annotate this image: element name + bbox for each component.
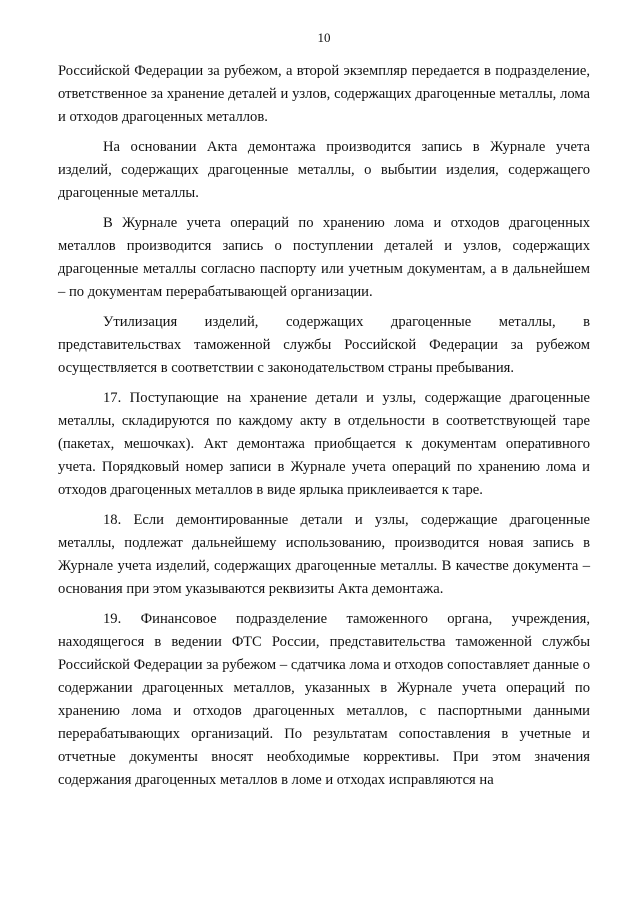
paragraph-item-19: 19. Финансовое подразделение таможенного органа, учреждения, находящегося в ведении ФТС России, представительства таможенной службы Российской Федерации за рубежом – сдатчика лома и отходов сопоставляет данные о содержании драгоценных металлов, указанных в Журнале учета операций по хранению лома и отходов драгоценных металлов, с паспортными данными перерабатывающих организаций. По результатам сопоставления в учетные и отчетные документы вносят необходимые коррективы. При этом значения содержания драгоценных металлов в ломе и отходах исправляются на: [58, 611, 590, 788]
paragraph-item-17: 17. Поступающие на хранение детали и узлы, содержащие драгоценные металлы, складируются по каждому акту в отдельности в соответствующей таре (пакетах, мешочках). Акт демонтажа приобщается к документам оперативного учета. Порядковый номер записи в Журнале учета операций по хранению лома и отходов драгоценных металлов в виде ярлыка приклеивается к таре.: [58, 390, 590, 498]
paragraph-scrap-journal: В Журнале учета операций по хранению лома и отходов драгоценных металлов производится запись о поступлении деталей и узлов, содержащих драгоценные металлы согласно паспорту или учетным документам, а в дальнейшем – по документам перерабатывающей организации.: [58, 215, 590, 300]
page-number: 10: [317, 30, 331, 45]
paragraph-disposal-abroad: Утилизация изделий, содержащих драгоценные металлы, в представительствах таможенной службы Российской Федерации за рубежом осуществляется в соответствии с законодательством страны пребывания.: [58, 314, 590, 376]
paragraph-item-18: 18. Если демонтированные детали и узлы, содержащие драгоценные металлы, подлежат дальнейшему использованию, производится новая запись в Журнале учета изделий, содержащих драгоценные металлы. В качестве документа – основания при этом указываются реквизиты Акта демонтажа.: [58, 512, 590, 597]
document-page: [58, 30, 590, 799]
paragraph-dismantling-record: На основании Акта демонтажа производится запись в Журнале учета изделий, содержащих драгоценные металлы, о выбытии изделия, содержащего драгоценные металлы.: [58, 139, 590, 201]
paragraph-continuation: Российской Федерации за рубежом, а второй экземпляр передается в подразделение, ответственное за хранение деталей и узлов, содержащих драгоценные металлы, лома и отходов драгоценных металлов.: [58, 63, 590, 125]
